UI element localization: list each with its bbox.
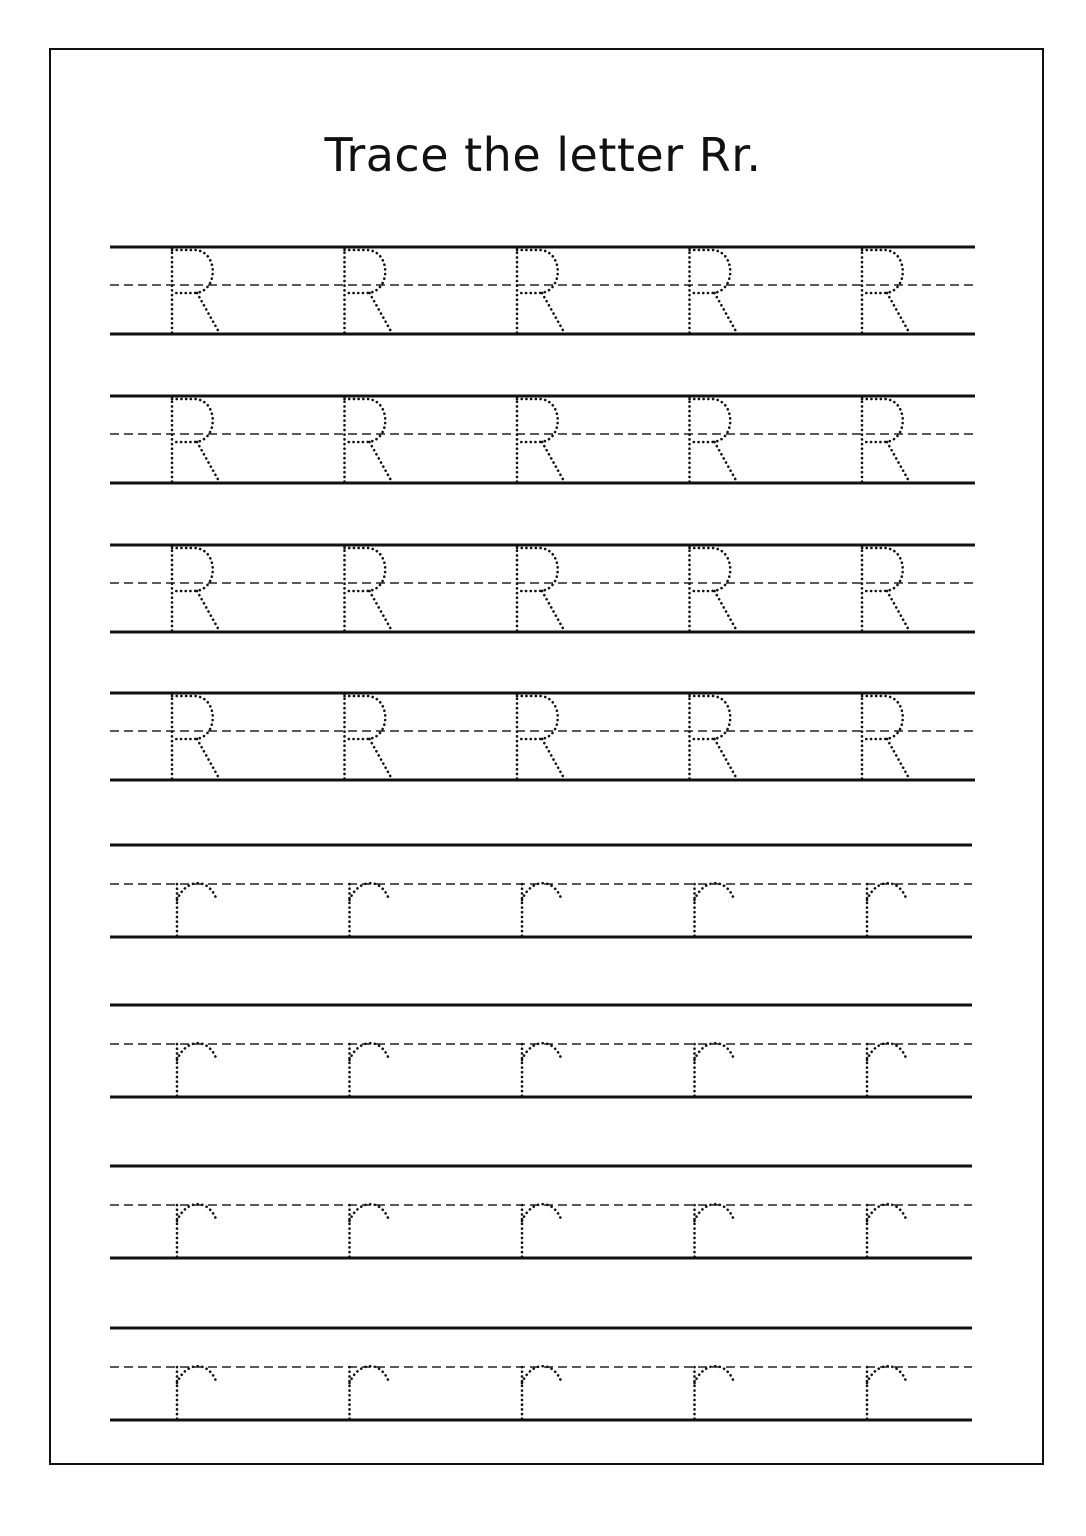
dotted-letter-uppercase-r [862,397,910,483]
dotted-letter-uppercase-r [517,248,565,334]
uppercase-tracing-row [110,693,975,780]
dotted-letter-lowercase-r [350,1204,389,1258]
worksheet-title: Trace the letter Rr. [324,128,762,182]
dotted-letter-lowercase-r [867,1366,906,1420]
dotted-letter-uppercase-r [862,546,910,632]
dotted-letter-lowercase-r [867,883,906,937]
dotted-letter-uppercase-r [862,248,910,334]
dotted-letter-lowercase-r [522,1204,561,1258]
dotted-letter-uppercase-r [690,397,738,483]
lowercase-tracing-row [110,1328,972,1420]
dotted-letter-uppercase-r [345,694,393,780]
dotted-letter-lowercase-r [177,1043,216,1097]
dotted-letter-uppercase-r [690,248,738,334]
dotted-letter-uppercase-r [517,694,565,780]
dotted-letter-uppercase-r [690,546,738,632]
dotted-letter-uppercase-r [690,694,738,780]
lowercase-tracing-row [110,1005,972,1097]
dotted-letter-uppercase-r [345,248,393,334]
dotted-letter-uppercase-r [172,694,220,780]
uppercase-tracing-row [110,396,975,483]
dotted-letter-lowercase-r [695,1366,734,1420]
lowercase-tracing-row [110,845,972,937]
dotted-letter-lowercase-r [867,1204,906,1258]
dotted-letter-uppercase-r [862,694,910,780]
dotted-letter-lowercase-r [350,1043,389,1097]
dotted-letter-lowercase-r [522,883,561,937]
dotted-letter-uppercase-r [345,546,393,632]
dotted-letter-lowercase-r [350,883,389,937]
dotted-letter-uppercase-r [172,397,220,483]
dotted-letter-uppercase-r [172,546,220,632]
dotted-letter-lowercase-r [867,1043,906,1097]
dotted-letter-lowercase-r [177,1204,216,1258]
dotted-letter-uppercase-r [517,397,565,483]
dotted-letter-lowercase-r [522,1043,561,1097]
uppercase-tracing-row [110,545,975,632]
dotted-letter-lowercase-r [522,1366,561,1420]
dotted-letter-lowercase-r [177,1366,216,1420]
dotted-letter-lowercase-r [695,1043,734,1097]
dotted-letter-lowercase-r [177,883,216,937]
dotted-letter-uppercase-r [172,248,220,334]
uppercase-tracing-row [110,247,975,334]
dotted-letter-uppercase-r [345,397,393,483]
dotted-letter-lowercase-r [350,1366,389,1420]
dotted-letter-lowercase-r [695,1204,734,1258]
dotted-letter-lowercase-r [695,883,734,937]
dotted-letter-uppercase-r [517,546,565,632]
lowercase-tracing-row [110,1166,972,1258]
